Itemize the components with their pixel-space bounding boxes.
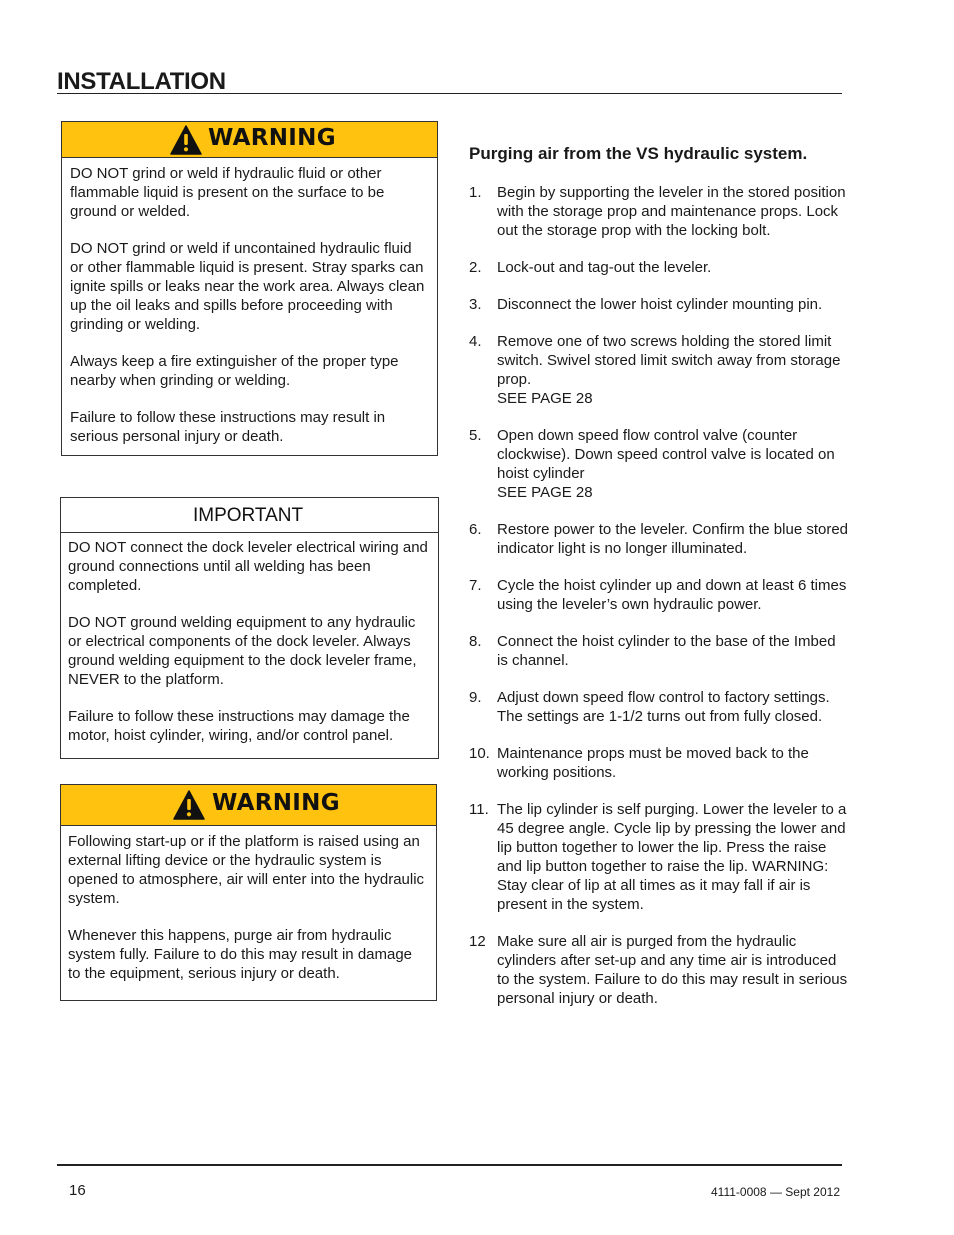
warning-body <box>61 826 436 983</box>
warning-paragraph: Always keep a fire extinguisher of the proper type nearby when grinding or welding. <box>70 353 399 389</box>
procedure-step <box>469 295 849 314</box>
important-paragraph: DO NOT connect the dock leveler electrical wiring and ground connections until all welding has been completed. <box>68 539 428 594</box>
document-id: 4111-0008 — Sept 2012 <box>711 1185 840 1199</box>
step-number: 7. <box>469 577 482 594</box>
section-title: INSTALLATION <box>57 68 226 95</box>
warning-paragraph: Following start-up or if the platform is raised using an external lifting device or the hydraulic system is opened to atmosphere, air will enter into the hydraulic system. <box>68 833 425 907</box>
step-text: The lip cylinder is self purging. Lower the leveler to a 45 degree angle. Cycle lip by pressing the lower and lip button together to lower the lip. Press the raise and lip button together to raise the lip. WARNING: Stay clear of lip at all times as it may fall if air is present in the system. <box>497 801 847 913</box>
step-text: Make sure all air is purged from the hydraulic cylinders after set-up and any time air is introduced to the system. Failure to do this may result in serious personal injury or death. <box>497 933 848 1007</box>
step-number: 1. <box>469 184 482 201</box>
important-box <box>60 497 439 759</box>
procedure-step <box>469 688 849 726</box>
step-text: Cycle the hoist cylinder up and down at least 6 times using the leveler’s own hydraulic power. <box>497 577 847 613</box>
step-number: 11. <box>469 801 489 818</box>
warning-title: WARNING <box>208 125 336 151</box>
procedure-title: Purging air from the VS hydraulic system. <box>469 144 808 163</box>
procedure-step <box>469 258 849 277</box>
procedure-step <box>469 332 849 408</box>
step-number: 4. <box>469 333 482 350</box>
procedure-step <box>469 932 849 1008</box>
important-body <box>61 533 438 745</box>
step-number: 6. <box>469 521 482 538</box>
warning-paragraph: DO NOT grind or weld if hydraulic fluid or other flammable liquid is present on the surface to be ground or welded. <box>70 165 385 220</box>
warning-paragraph: Whenever this happens, purge air from hydraulic system fully. Failure to do this may result in damage to the equipment, serious injury or death. <box>68 927 413 982</box>
step-text: Adjust down speed flow control to factory settings. The settings are 1-1/2 turns out from fully closed. <box>497 689 830 725</box>
step-number: 10. <box>469 745 490 762</box>
step-text: Maintenance props must be moved back to the working positions. <box>497 745 809 781</box>
warning-header <box>61 785 436 826</box>
page-number: 16 <box>69 1182 86 1199</box>
step-number: 12 <box>469 933 486 950</box>
important-header <box>61 498 438 533</box>
step-text: Disconnect the lower hoist cylinder mounting pin. <box>497 296 823 313</box>
procedure-step <box>469 183 849 240</box>
procedure-steps <box>469 183 849 1026</box>
step-number: 5. <box>469 427 482 444</box>
important-title: IMPORTANT <box>193 505 304 526</box>
header-rule <box>57 93 842 94</box>
warning-body <box>62 158 437 446</box>
footer-rule <box>57 1164 842 1166</box>
procedure-step <box>469 520 849 558</box>
important-paragraph: Failure to follow these instructions may damage the motor, hoist cylinder, wiring, and/or control panel. <box>68 708 410 744</box>
important-paragraph: DO NOT ground welding equipment to any hydraulic or electrical components of the dock leveler. Always ground welding equipment to the dock leveler frame, NEVER to the platform. <box>68 614 417 688</box>
step-number: 3. <box>469 296 482 313</box>
step-number: 9. <box>469 689 482 706</box>
step-text: Restore power to the leveler. Confirm the blue stored indicator light is no longer illuminated. <box>497 521 849 557</box>
step-text: Connect the hoist cylinder to the base of the Imbed is channel. <box>497 633 836 669</box>
procedure-step <box>469 426 849 502</box>
step-text: Lock-out and tag-out the leveler. <box>497 259 712 276</box>
step-text: Begin by supporting the leveler in the stored position with the storage prop and maintenance props. Lock out the storage prop with the locking bolt. <box>497 184 846 239</box>
step-number: 2. <box>469 259 482 276</box>
warning-title: WARNING <box>212 790 340 816</box>
warning-box-grinding <box>61 121 438 456</box>
warning-paragraph: Failure to follow these instructions may result in serious personal injury or death. <box>70 409 386 445</box>
warning-triangle-icon <box>170 125 202 155</box>
procedure-step <box>469 632 849 670</box>
procedure-step <box>469 576 849 614</box>
warning-triangle-icon <box>173 790 205 820</box>
procedure-step <box>469 744 849 782</box>
warning-paragraph: DO NOT grind or weld if uncontained hydraulic fluid or other flammable liquid is present. Stray sparks can ignite spills or leaks near the work area. Always clean up the oil leaks and spills before proceeding with grinding or welding. <box>70 240 425 333</box>
step-number: 8. <box>469 633 482 650</box>
warning-box-air <box>60 784 437 1001</box>
procedure-step <box>469 800 849 914</box>
step-text: Remove one of two screws holding the stored limit switch. Swivel stored limit switch away from storage prop. SEE PAGE 28 <box>497 333 841 407</box>
warning-header <box>62 122 437 158</box>
step-text: Open down speed flow control valve (counter clockwise). Down speed control valve is located on hoist cylinder SEE PAGE 28 <box>497 427 835 501</box>
